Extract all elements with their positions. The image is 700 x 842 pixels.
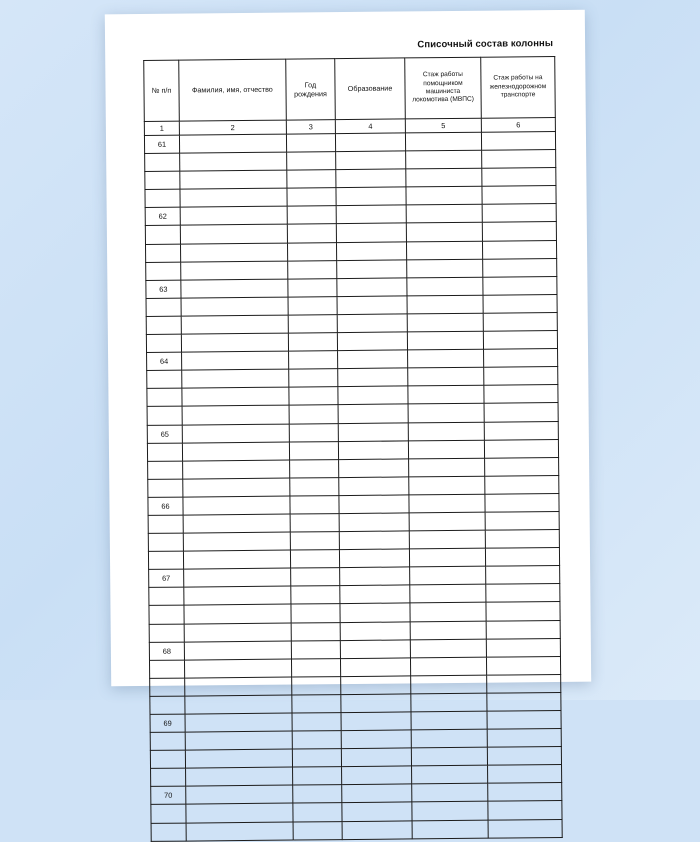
row-empty-cell[interactable] xyxy=(340,603,410,622)
row-empty-cell[interactable] xyxy=(336,169,406,188)
row-empty-cell[interactable] xyxy=(291,658,340,677)
row-empty-cell[interactable] xyxy=(411,675,487,694)
row-empty-cell[interactable] xyxy=(482,240,556,259)
row-empty-cell[interactable] xyxy=(182,424,289,443)
row-empty-cell[interactable] xyxy=(487,729,561,748)
row-empty-cell[interactable] xyxy=(342,766,412,785)
row-empty-cell[interactable] xyxy=(185,677,292,696)
row-number-cell[interactable] xyxy=(150,750,185,768)
row-empty-cell[interactable] xyxy=(336,151,406,170)
row-number-cell[interactable]: 63 xyxy=(146,280,181,298)
row-empty-cell[interactable] xyxy=(411,693,487,712)
row-empty-cell[interactable] xyxy=(288,333,337,352)
row-empty-cell[interactable] xyxy=(407,349,483,368)
row-empty-cell[interactable] xyxy=(340,621,410,640)
row-empty-cell[interactable] xyxy=(184,641,291,660)
row-empty-cell[interactable] xyxy=(292,731,341,750)
row-number-cell[interactable] xyxy=(149,587,184,605)
row-empty-cell[interactable] xyxy=(338,350,408,369)
row-empty-cell[interactable] xyxy=(484,349,558,368)
row-empty-cell[interactable] xyxy=(485,548,559,567)
row-empty-cell[interactable] xyxy=(339,459,409,478)
row-empty-cell[interactable] xyxy=(339,531,409,550)
row-empty-cell[interactable] xyxy=(485,493,559,512)
row-empty-cell[interactable] xyxy=(484,439,558,458)
row-empty-cell[interactable] xyxy=(181,351,288,370)
row-empty-cell[interactable] xyxy=(340,549,410,568)
row-empty-cell[interactable] xyxy=(341,694,411,713)
row-number-cell[interactable] xyxy=(151,805,186,823)
row-empty-cell[interactable] xyxy=(410,585,486,604)
row-empty-cell[interactable] xyxy=(337,260,407,279)
row-empty-cell[interactable] xyxy=(181,261,288,280)
row-empty-cell[interactable] xyxy=(487,674,561,693)
row-empty-cell[interactable] xyxy=(185,767,292,786)
row-empty-cell[interactable] xyxy=(180,243,287,262)
row-number-cell[interactable] xyxy=(151,823,186,841)
row-empty-cell[interactable] xyxy=(407,277,483,296)
row-empty-cell[interactable] xyxy=(290,495,339,514)
row-number-cell[interactable] xyxy=(151,768,186,786)
row-empty-cell[interactable] xyxy=(186,804,293,823)
row-number-cell[interactable]: 68 xyxy=(149,642,184,660)
header-cell-birthyear: Год рождения xyxy=(286,59,336,120)
row-empty-cell[interactable] xyxy=(483,294,557,313)
row-empty-cell[interactable] xyxy=(408,386,484,405)
row-empty-cell[interactable] xyxy=(407,295,483,314)
row-empty-cell[interactable] xyxy=(337,278,407,297)
row-empty-cell[interactable] xyxy=(408,404,484,423)
column-number-3: 3 xyxy=(286,120,335,134)
row-empty-cell[interactable] xyxy=(342,784,412,803)
row-empty-cell[interactable] xyxy=(337,241,407,260)
row-empty-cell[interactable] xyxy=(180,206,287,225)
row-empty-cell[interactable] xyxy=(341,730,411,749)
row-empty-cell[interactable] xyxy=(183,496,290,515)
column-number-2: 2 xyxy=(179,120,286,135)
row-empty-cell[interactable] xyxy=(482,204,556,223)
row-number-cell[interactable]: 67 xyxy=(149,569,184,587)
row-empty-cell[interactable] xyxy=(336,223,406,242)
row-empty-cell[interactable] xyxy=(485,511,559,530)
row-empty-cell[interactable] xyxy=(408,422,484,441)
row-empty-cell[interactable] xyxy=(336,133,406,152)
row-number-cell[interactable] xyxy=(146,298,181,316)
row-empty-cell[interactable] xyxy=(487,747,561,766)
row-empty-cell[interactable] xyxy=(293,821,342,840)
row-empty-cell[interactable] xyxy=(409,494,485,513)
row-number-cell[interactable] xyxy=(150,696,185,714)
row-empty-cell[interactable] xyxy=(407,331,483,350)
row-number-cell[interactable] xyxy=(150,678,185,696)
row-empty-cell[interactable] xyxy=(179,134,286,153)
row-empty-cell[interactable] xyxy=(484,385,558,404)
row-empty-cell[interactable] xyxy=(338,404,408,423)
row-empty-cell[interactable] xyxy=(182,369,289,388)
row-empty-cell[interactable] xyxy=(287,260,336,279)
row-empty-cell[interactable] xyxy=(337,332,407,351)
table-body xyxy=(144,131,562,841)
row-empty-cell[interactable] xyxy=(406,186,482,205)
row-empty-cell[interactable] xyxy=(288,351,337,370)
row-empty-cell[interactable] xyxy=(411,747,487,766)
row-empty-cell[interactable] xyxy=(407,313,483,332)
row-empty-cell[interactable] xyxy=(486,638,560,657)
row-empty-cell[interactable] xyxy=(486,656,560,675)
row-empty-cell[interactable] xyxy=(409,548,485,567)
column-number-5: 5 xyxy=(405,118,481,133)
row-empty-cell[interactable] xyxy=(483,276,557,295)
row-empty-cell[interactable] xyxy=(181,315,288,334)
row-number-cell[interactable]: 61 xyxy=(144,135,179,153)
row-empty-cell[interactable] xyxy=(339,495,409,514)
row-empty-cell[interactable] xyxy=(185,695,292,714)
row-empty-cell[interactable] xyxy=(184,586,291,605)
row-empty-cell[interactable] xyxy=(186,785,293,804)
row-empty-cell[interactable] xyxy=(185,749,292,768)
header-cell-education: Образование xyxy=(335,58,405,120)
row-empty-cell[interactable] xyxy=(483,331,557,350)
row-empty-cell[interactable] xyxy=(286,134,335,153)
row-empty-cell[interactable] xyxy=(482,186,556,205)
row-empty-cell[interactable] xyxy=(336,205,406,224)
row-empty-cell[interactable] xyxy=(484,403,558,422)
row-empty-cell[interactable] xyxy=(292,785,341,804)
row-empty-cell[interactable] xyxy=(409,512,485,531)
row-empty-cell[interactable] xyxy=(182,405,289,424)
row-empty-cell[interactable] xyxy=(290,550,339,569)
row-empty-cell[interactable] xyxy=(340,567,410,586)
row-empty-cell[interactable] xyxy=(482,222,556,241)
row-empty-cell[interactable] xyxy=(407,259,483,278)
row-empty-cell[interactable] xyxy=(287,188,336,207)
row-empty-cell[interactable] xyxy=(483,258,557,277)
row-empty-cell[interactable] xyxy=(412,802,488,821)
row-empty-cell[interactable] xyxy=(291,586,340,605)
row-empty-cell[interactable] xyxy=(287,242,336,261)
header-cell-fullname: Фамилия, имя, отчество xyxy=(179,59,286,121)
row-empty-cell[interactable] xyxy=(412,784,488,803)
row-empty-cell[interactable] xyxy=(287,206,336,225)
row-empty-cell[interactable] xyxy=(337,296,407,315)
row-empty-cell[interactable] xyxy=(481,131,555,150)
row-number-cell[interactable] xyxy=(146,334,181,352)
row-number-cell[interactable] xyxy=(147,443,182,461)
row-number-cell[interactable]: 69 xyxy=(150,714,185,732)
row-empty-cell[interactable] xyxy=(290,568,339,587)
row-empty-cell[interactable] xyxy=(411,765,487,784)
roster-table xyxy=(143,56,562,842)
row-empty-cell[interactable] xyxy=(485,475,559,494)
row-number-cell[interactable] xyxy=(146,316,181,334)
row-number-cell[interactable] xyxy=(147,407,182,425)
row-number-cell[interactable] xyxy=(150,732,185,750)
row-empty-cell[interactable] xyxy=(180,152,287,171)
column-number-4: 4 xyxy=(335,119,405,134)
row-empty-cell[interactable] xyxy=(338,422,408,441)
row-empty-cell[interactable] xyxy=(484,421,558,440)
row-empty-cell[interactable] xyxy=(406,241,482,260)
row-empty-cell[interactable] xyxy=(486,602,560,621)
row-empty-cell[interactable] xyxy=(405,132,481,151)
row-empty-cell[interactable] xyxy=(408,440,484,459)
row-number-cell[interactable] xyxy=(149,606,184,624)
row-empty-cell[interactable] xyxy=(339,477,409,496)
row-empty-cell[interactable] xyxy=(486,566,560,585)
row-empty-cell[interactable] xyxy=(408,367,484,386)
row-empty-cell[interactable] xyxy=(182,387,289,406)
row-empty-cell[interactable] xyxy=(485,530,559,549)
row-empty-cell[interactable] xyxy=(289,405,338,424)
column-number-6: 6 xyxy=(481,117,555,132)
header-row xyxy=(144,57,556,122)
row-empty-cell[interactable] xyxy=(291,622,340,641)
table-row[interactable] xyxy=(151,819,562,841)
document-page xyxy=(105,10,591,801)
row-empty-cell[interactable] xyxy=(180,188,287,207)
row-empty-cell[interactable] xyxy=(289,459,338,478)
row-empty-cell[interactable] xyxy=(185,713,292,732)
row-number-cell[interactable] xyxy=(145,189,180,207)
row-empty-cell[interactable] xyxy=(341,676,411,695)
row-number-cell[interactable] xyxy=(148,461,183,479)
row-empty-cell[interactable] xyxy=(412,820,488,839)
row-empty-cell[interactable] xyxy=(291,604,340,623)
row-empty-cell[interactable] xyxy=(185,731,292,750)
row-number-cell[interactable] xyxy=(146,262,181,280)
row-empty-cell[interactable] xyxy=(410,639,486,658)
row-number-cell[interactable]: 62 xyxy=(145,207,180,225)
row-number-cell[interactable] xyxy=(145,153,180,171)
row-number-cell[interactable] xyxy=(145,226,180,244)
row-empty-cell[interactable] xyxy=(184,659,291,678)
row-empty-cell[interactable] xyxy=(487,765,561,784)
row-empty-cell[interactable] xyxy=(186,822,293,841)
row-number-cell[interactable]: 64 xyxy=(147,352,182,370)
row-empty-cell[interactable] xyxy=(406,205,482,224)
row-empty-cell[interactable] xyxy=(181,333,288,352)
row-empty-cell[interactable] xyxy=(409,458,485,477)
table-header xyxy=(144,57,556,136)
row-number-cell[interactable]: 70 xyxy=(151,786,186,804)
row-empty-cell[interactable] xyxy=(288,278,337,297)
row-empty-cell[interactable] xyxy=(410,566,486,585)
row-empty-cell[interactable] xyxy=(487,710,561,729)
column-number-1: 1 xyxy=(144,121,179,135)
row-empty-cell[interactable] xyxy=(487,692,561,711)
row-empty-cell[interactable] xyxy=(340,585,410,604)
row-empty-cell[interactable] xyxy=(483,312,557,331)
row-empty-cell[interactable] xyxy=(488,819,562,838)
row-empty-cell[interactable] xyxy=(341,712,411,731)
row-empty-cell[interactable] xyxy=(288,369,337,388)
row-empty-cell[interactable] xyxy=(288,315,337,334)
row-empty-cell[interactable] xyxy=(290,477,339,496)
row-empty-cell[interactable] xyxy=(181,279,288,298)
row-empty-cell[interactable] xyxy=(183,532,290,551)
row-empty-cell[interactable] xyxy=(485,457,559,476)
row-empty-cell[interactable] xyxy=(291,640,340,659)
row-empty-cell[interactable] xyxy=(339,513,409,532)
row-empty-cell[interactable] xyxy=(410,657,486,676)
row-empty-cell[interactable] xyxy=(181,297,288,316)
row-empty-cell[interactable] xyxy=(406,150,482,169)
row-number-cell[interactable] xyxy=(149,660,184,678)
row-empty-cell[interactable] xyxy=(340,640,410,659)
row-empty-cell[interactable] xyxy=(184,568,291,587)
row-empty-cell[interactable] xyxy=(292,749,341,768)
row-number-cell[interactable] xyxy=(147,370,182,388)
row-empty-cell[interactable] xyxy=(409,530,485,549)
header-cell-railway-experience: Стаж работы на железнодорожном транспорте xyxy=(481,57,556,119)
row-empty-cell[interactable] xyxy=(410,603,486,622)
row-empty-cell[interactable] xyxy=(292,767,341,786)
row-empty-cell[interactable] xyxy=(411,729,487,748)
row-empty-cell[interactable] xyxy=(290,514,339,533)
row-empty-cell[interactable] xyxy=(406,223,482,242)
row-empty-cell[interactable] xyxy=(486,584,560,603)
row-number-cell[interactable] xyxy=(145,244,180,262)
row-empty-cell[interactable] xyxy=(287,170,336,189)
row-empty-cell[interactable] xyxy=(337,314,407,333)
row-empty-cell[interactable] xyxy=(287,224,336,243)
page-content xyxy=(143,38,561,801)
row-empty-cell[interactable] xyxy=(182,442,289,461)
row-empty-cell[interactable] xyxy=(410,621,486,640)
row-empty-cell[interactable] xyxy=(184,604,291,623)
row-empty-cell[interactable] xyxy=(182,460,289,479)
header-cell-number: № п/п xyxy=(144,60,180,121)
row-empty-cell[interactable] xyxy=(184,623,291,642)
row-number-cell[interactable]: 65 xyxy=(147,425,182,443)
row-empty-cell[interactable] xyxy=(341,748,411,767)
row-empty-cell[interactable] xyxy=(482,150,556,169)
row-empty-cell[interactable] xyxy=(289,441,338,460)
row-empty-cell[interactable] xyxy=(289,387,338,406)
row-empty-cell[interactable] xyxy=(291,676,340,695)
row-empty-cell[interactable] xyxy=(180,225,287,244)
row-empty-cell[interactable] xyxy=(406,168,482,187)
row-empty-cell[interactable] xyxy=(183,514,290,533)
page-title: Списочный состав колонны xyxy=(417,38,554,51)
row-empty-cell[interactable] xyxy=(338,441,408,460)
row-empty-cell[interactable] xyxy=(409,476,485,495)
row-empty-cell[interactable] xyxy=(411,711,487,730)
row-empty-cell[interactable] xyxy=(486,620,560,639)
row-number-cell[interactable] xyxy=(148,533,183,551)
row-empty-cell[interactable] xyxy=(341,658,411,677)
row-empty-cell[interactable] xyxy=(183,478,290,497)
row-empty-cell[interactable] xyxy=(290,532,339,551)
row-empty-cell[interactable] xyxy=(488,783,562,802)
row-empty-cell[interactable] xyxy=(293,803,342,822)
row-number-cell[interactable] xyxy=(147,388,182,406)
row-empty-cell[interactable] xyxy=(342,820,412,839)
row-empty-cell[interactable] xyxy=(292,713,341,732)
row-empty-cell[interactable] xyxy=(288,296,337,315)
row-empty-cell[interactable] xyxy=(488,801,562,820)
row-empty-cell[interactable] xyxy=(289,423,338,442)
row-empty-cell[interactable] xyxy=(286,152,335,171)
row-number-cell[interactable] xyxy=(148,551,183,569)
row-empty-cell[interactable] xyxy=(183,550,290,569)
row-empty-cell[interactable] xyxy=(336,187,406,206)
row-number-cell[interactable] xyxy=(148,479,183,497)
row-number-cell[interactable] xyxy=(149,624,184,642)
header-cell-assistant-experience: Стаж работы помощником машиниста локомотива (МВПС) xyxy=(405,57,482,119)
row-number-cell[interactable] xyxy=(145,171,180,189)
row-empty-cell[interactable] xyxy=(338,386,408,405)
row-empty-cell[interactable] xyxy=(482,168,556,187)
row-number-cell[interactable] xyxy=(148,515,183,533)
row-empty-cell[interactable] xyxy=(338,368,408,387)
row-number-cell[interactable]: 66 xyxy=(148,497,183,515)
row-empty-cell[interactable] xyxy=(180,170,287,189)
row-empty-cell[interactable] xyxy=(484,367,558,386)
row-empty-cell[interactable] xyxy=(292,694,341,713)
row-empty-cell[interactable] xyxy=(342,802,412,821)
